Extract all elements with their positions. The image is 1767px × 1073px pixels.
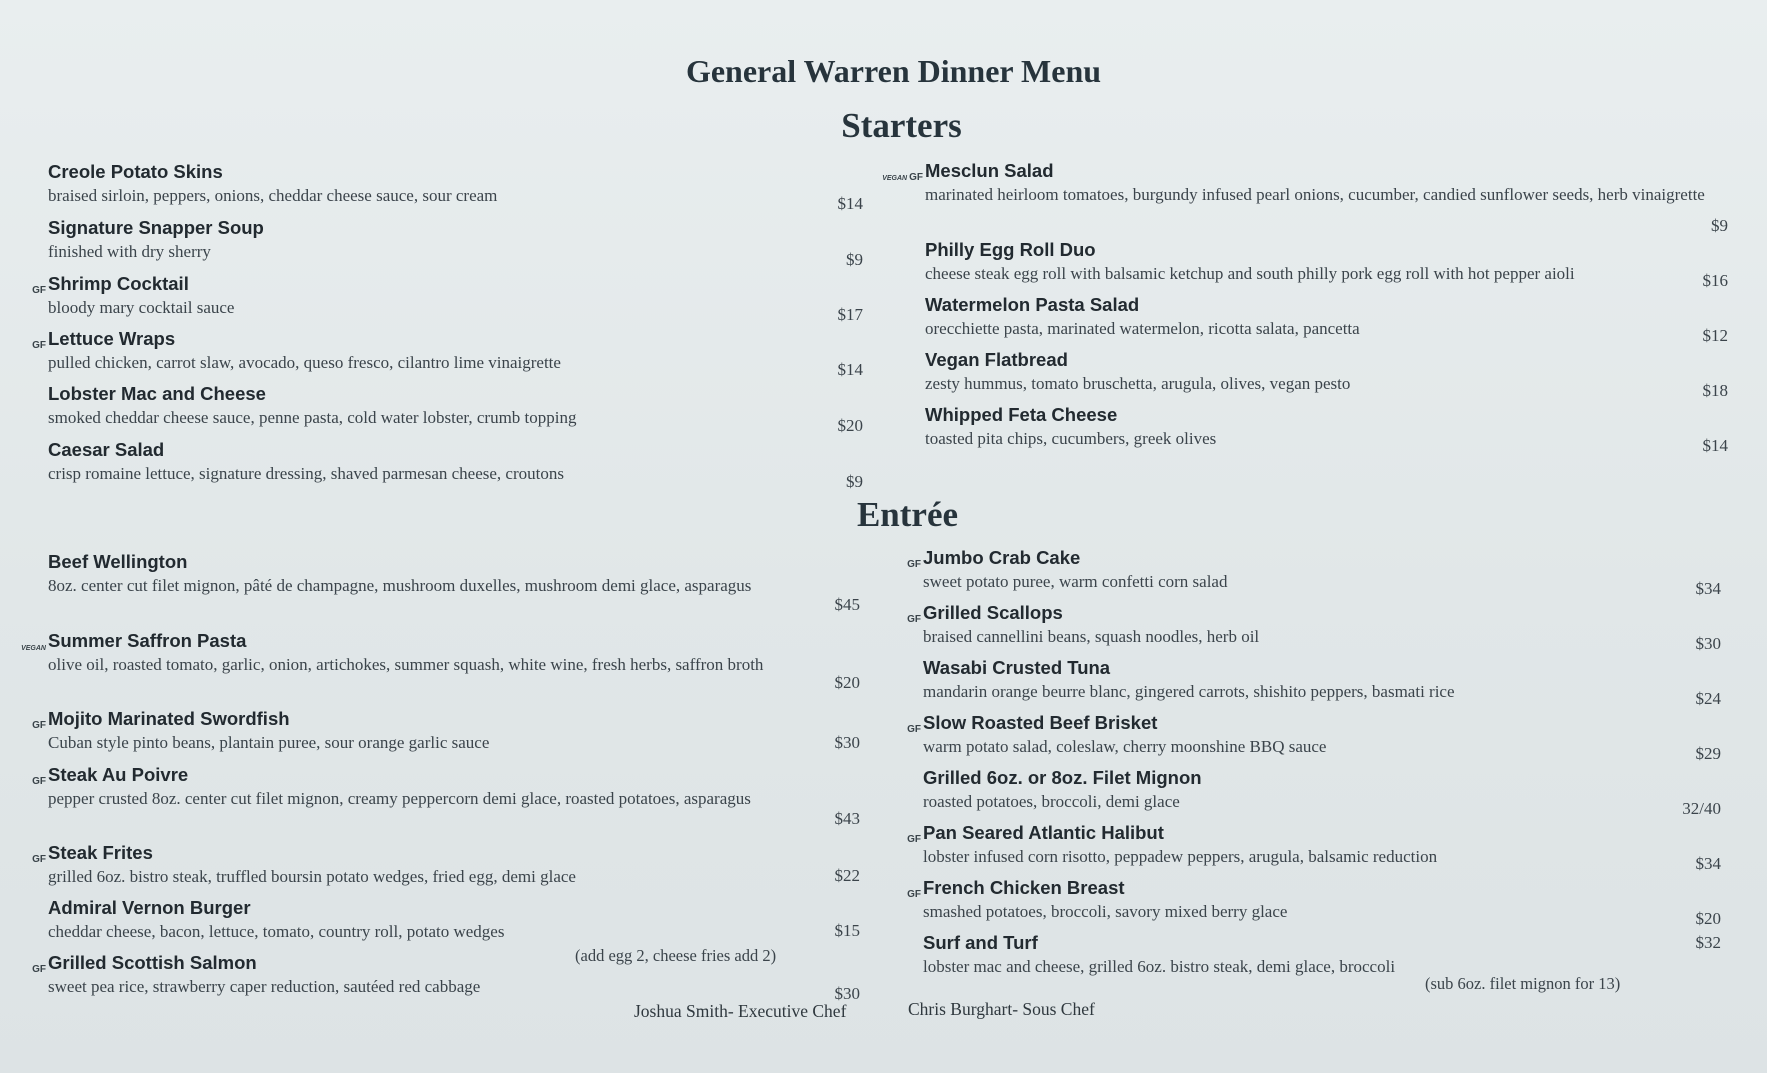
item-price: $30 [834, 984, 860, 1003]
menu-item [48, 550, 860, 629]
item-price: $16 [1702, 271, 1728, 290]
item-name: Wasabi Crusted Tuna [923, 657, 1111, 678]
item-price: $20 [837, 416, 863, 435]
menu-item [925, 293, 1728, 348]
menu-item [907, 601, 1721, 656]
gluten-free-badge: GF [907, 559, 921, 570]
gluten-free-badge: GF [32, 340, 46, 351]
item-description: sweet pea rice, strawberry caper reduction, sautéed red cabbage [48, 977, 481, 996]
gluten-free-badge: GF [32, 720, 46, 731]
item-name: VEGAN Summer Saffron Pasta [48, 629, 860, 653]
item-description: lobster mac and cheese, grilled 6oz. bistro steak, demi glace, broccoli [923, 957, 1396, 976]
menu-item [48, 896, 860, 951]
item-description: toasted pita chips, cucumbers, greek olives [925, 429, 1217, 448]
item-name: VEGAN GF Mesclun Salad [925, 159, 1728, 183]
item-price: $14 [837, 194, 863, 213]
item-price: $32 [1695, 933, 1721, 952]
menu-item [32, 707, 860, 763]
gluten-free-badge: VEGAN GF [882, 172, 923, 183]
gluten-free-badge: GF [907, 614, 921, 625]
item-price: $12 [1702, 326, 1728, 345]
item-price: $20 [1695, 909, 1721, 928]
item-price: $29 [1695, 744, 1721, 763]
gluten-free-badge: GF [32, 854, 46, 865]
menu-item [925, 403, 1728, 458]
item-name: GF Shrimp Cocktail [48, 272, 863, 296]
item-description: 8oz. center cut filet mignon, pâté de champagne, mushroom duxelles, mushroom demi glace, asparagus [48, 576, 752, 595]
item-name: Philly Egg Roll Duo [925, 239, 1096, 260]
sous-chef: Chris Burghart- Sous Chef [908, 999, 1095, 1019]
gluten-free-badge: GF [32, 285, 46, 296]
item-description: smoked cheddar cheese sauce, penne pasta, cold water lobster, crumb topping [48, 408, 577, 427]
item-name: GF Steak Frites [48, 841, 860, 865]
item-price: $30 [834, 733, 860, 752]
item-price: $17 [837, 305, 863, 324]
item-price: $15 [834, 921, 860, 940]
item-price: $34 [1695, 854, 1721, 873]
entree-right-column [907, 546, 1721, 986]
item-description: pulled chicken, carrot slaw, avocado, queso fresco, cilantro lime vinaigrette [48, 353, 561, 372]
menu-item [21, 629, 860, 707]
item-name: GF Slow Roasted Beef Brisket [923, 711, 1721, 735]
menu-item [907, 711, 1721, 766]
item-name: GF Lettuce Wraps [48, 327, 863, 351]
item-description: pepper crusted 8oz. center cut filet mignon, creamy peppercorn demi glace, roasted potatoes, asparagus [48, 789, 751, 808]
item-price: $30 [1695, 634, 1721, 653]
item-name: Vegan Flatbread [925, 349, 1068, 370]
item-description: orecchiette pasta, marinated watermelon, ricotta salata, pancetta [925, 319, 1360, 338]
item-description: cheddar cheese, bacon, lettuce, tomato, country roll, potato wedges [48, 922, 505, 941]
menu-item [48, 160, 863, 216]
menu-item [48, 382, 863, 438]
item-name: Grilled 6oz. or 8oz. Filet Mignon [923, 767, 1202, 788]
menu-item [907, 546, 1721, 601]
menu-item [907, 821, 1721, 876]
burger-addon-note: (add egg 2, cheese fries add 2) [575, 946, 777, 965]
item-description: olive oil, roasted tomato, garlic, onion, artichokes, summer squash, white wine, fresh herbs, saffron broth [48, 655, 764, 674]
vegan-badge: VEGAN [882, 175, 908, 182]
gluten-free-badge: GF [907, 889, 921, 900]
item-description: braised sirloin, peppers, onions, cheddar cheese sauce, sour cream [48, 186, 498, 205]
item-description: warm potato salad, coleslaw, cherry moonshine BBQ sauce [923, 737, 1327, 756]
item-name: Whipped Feta Cheese [925, 404, 1118, 425]
menu-item [32, 272, 863, 327]
item-name: GF Jumbo Crab Cake [923, 546, 1721, 570]
menu-item [32, 327, 863, 382]
item-description: zesty hummus, tomato bruschetta, arugula, olives, vegan pesto [925, 374, 1351, 393]
item-name: GF French Chicken Breast [923, 876, 1721, 900]
gluten-free-badge: GF [907, 724, 921, 735]
item-price: $20 [834, 673, 860, 692]
item-name: GF Grilled Scallops [923, 601, 1721, 625]
item-price: $14 [837, 360, 863, 379]
item-description: crisp romaine lettuce, signature dressing, shaved parmesan cheese, croutons [48, 464, 564, 483]
menu-title: General Warren Dinner Menu [685, 53, 1102, 89]
item-price: $43 [834, 809, 860, 828]
menu-item [32, 763, 860, 841]
item-name: Signature Snapper Soup [48, 217, 264, 238]
item-description: lobster infused corn risotto, peppadew peppers, arugula, balsamic reduction [923, 847, 1438, 866]
item-name: Beef Wellington [48, 551, 188, 572]
item-name: Surf and Turf [923, 932, 1038, 953]
item-description: smashed potatoes, broccoli, savory mixed berry glace [923, 902, 1288, 921]
item-name: GF Mojito Marinated Swordfish [48, 707, 860, 731]
menu-item [925, 238, 1728, 293]
item-price: $34 [1695, 579, 1721, 598]
item-price: $9 [846, 250, 863, 269]
item-description: finished with dry sherry [48, 242, 211, 261]
executive-chef: Joshua Smith- Executive Chef [634, 1001, 847, 1021]
menu-item [48, 216, 863, 272]
menu-item [923, 766, 1721, 821]
item-name: GF Steak Au Poivre [48, 763, 860, 787]
menu-item [48, 438, 863, 494]
item-name: Caesar Salad [48, 439, 165, 460]
item-name: Admiral Vernon Burger [48, 897, 251, 918]
item-price: $9 [1711, 216, 1728, 235]
item-price: $22 [834, 866, 860, 885]
starters-left-column [32, 160, 863, 494]
menu-item [923, 656, 1721, 711]
item-description: braised cannellini beans, squash noodles, herb oil [923, 627, 1260, 646]
item-name: Lobster Mac and Cheese [48, 383, 266, 404]
item-price: $24 [1695, 689, 1721, 708]
item-description: roasted potatoes, broccoli, demi glace [923, 792, 1180, 811]
entree-heading: Entrée [856, 495, 959, 534]
item-price: 32/40 [1682, 799, 1721, 818]
starters-heading: Starters [841, 106, 962, 145]
item-description: cheese steak egg roll with balsamic ketchup and south philly pork egg roll with hot pepper aioli [925, 264, 1575, 283]
menu-item [907, 876, 1721, 931]
item-price: $14 [1702, 436, 1728, 455]
surf-turf-note: (sub 6oz. filet mignon for 13) [1425, 974, 1621, 993]
menu-item [882, 159, 1728, 238]
item-name: Watermelon Pasta Salad [925, 294, 1140, 315]
item-description: Cuban style pinto beans, plantain puree, sour orange garlic sauce [48, 733, 490, 752]
menu-item [32, 841, 860, 896]
gluten-free-badge: GF [907, 834, 921, 845]
item-description: grilled 6oz. bistro steak, truffled boursin potato wedges, fried egg, demi glace [48, 867, 576, 886]
vegan-badge: VEGAN [21, 645, 46, 652]
gluten-free-badge: GF [32, 964, 46, 975]
item-description: bloody mary cocktail sauce [48, 298, 235, 317]
item-name: Creole Potato Skins [48, 161, 223, 182]
item-description: marinated heirloom tomatoes, burgundy infused pearl onions, cucumber, candied sunflower seeds, herb vinaigrette [925, 185, 1705, 204]
menu-item [925, 348, 1728, 403]
gluten-free-badge: GF [32, 776, 46, 787]
starters-right-column [882, 159, 1728, 458]
item-price: $9 [846, 472, 863, 491]
item-price: $18 [1702, 381, 1728, 400]
item-description: mandarin orange beurre blanc, gingered carrots, shishito peppers, basmati rice [923, 682, 1455, 701]
item-name: GF Pan Seared Atlantic Halibut [923, 821, 1721, 845]
item-price: $45 [834, 595, 860, 614]
item-name: GF Grilled Scottish Salmon [48, 951, 860, 975]
item-description: sweet potato puree, warm confetti corn salad [923, 572, 1228, 591]
entree-left-column [21, 550, 860, 1006]
